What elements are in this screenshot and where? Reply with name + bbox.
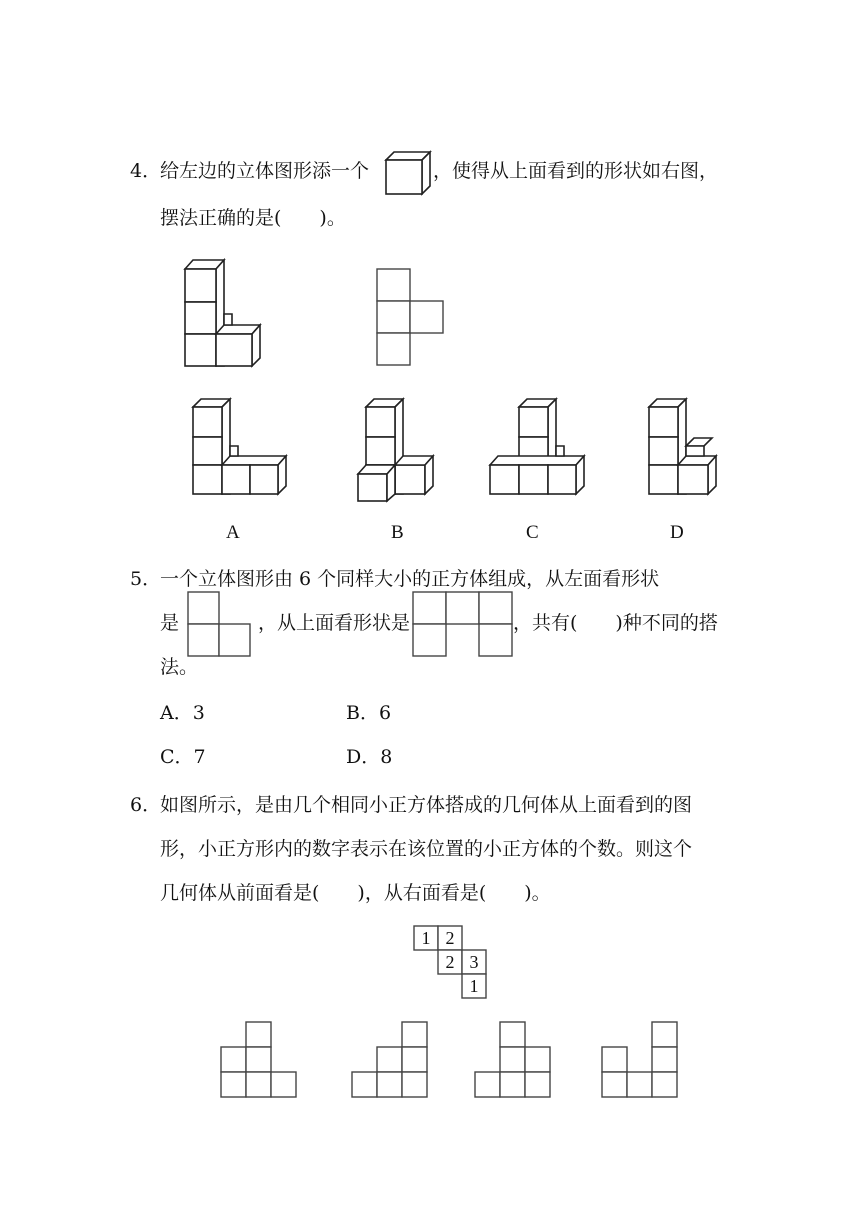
q6-number-grid (412, 924, 492, 1002)
q5-number: 5． (130, 568, 162, 590)
grid-cell-number: 2 (445, 928, 455, 948)
q4-number: 4． (130, 160, 162, 182)
q6-line1: 如图所示，是由几个相同小正方体搭成的几何体从上面看到的图 (160, 794, 693, 816)
q6-view-figure-4 (602, 1021, 682, 1101)
q6-number: 6． (130, 794, 162, 816)
q6-line3: 几何体从前面看是( )，从右面看是( )。 (160, 882, 551, 904)
q5-line2-a: 是 (160, 612, 180, 634)
q5-line2-b: ，从上面看形状是 (258, 612, 411, 634)
q5-top-view (411, 590, 515, 660)
q4-text-before: 给左边的立体图形添一个 (160, 160, 370, 182)
q5-choice-a: A．3 (160, 702, 205, 724)
q4-option-a-label: A (226, 522, 240, 543)
grid-cell-number: 1 (469, 976, 479, 996)
q4-option-b-figure (355, 398, 445, 508)
q4-option-a-figure (190, 398, 300, 498)
q5-choice-b: B．6 (346, 702, 392, 724)
grid-cell-number: 2 (445, 952, 455, 972)
q6-view-figure-2 (352, 1021, 432, 1101)
q5-choice-c: C．7 (160, 746, 206, 768)
q4-option-b-label: B (391, 522, 404, 543)
cube-icon (386, 150, 436, 200)
q6-view-figure-1 (221, 1021, 301, 1101)
q4-main-solid-figure (180, 254, 270, 374)
q4-option-c-figure (488, 398, 598, 498)
q5-line3: 法。 (160, 656, 199, 678)
q5-choice-d: D．8 (346, 746, 393, 768)
q4-option-d-figure (646, 398, 736, 498)
q4-top-view (376, 268, 456, 378)
q4-text-after: ，使得从上面看到的形状如右图， (433, 160, 719, 182)
q5-left-view (186, 590, 256, 660)
q4-option-d-label: D (670, 522, 684, 543)
grid-cell-number: 3 (469, 952, 479, 972)
q5-line2-c: ，共有( )种不同的搭 (513, 612, 718, 634)
grid-cell-number: 1 (421, 928, 431, 948)
q4-option-c-label: C (526, 522, 539, 543)
q5-line1: 一个立体图形由 6 个同样大小的正方体组成，从左面看形状 (160, 568, 660, 590)
q6-line2: 形，小正方形内的数字表示在该位置的小正方体的个数。则这个 (160, 838, 693, 860)
q6-view-figure-3 (475, 1021, 555, 1101)
q4-line2: 摆法正确的是( )。 (160, 207, 346, 229)
